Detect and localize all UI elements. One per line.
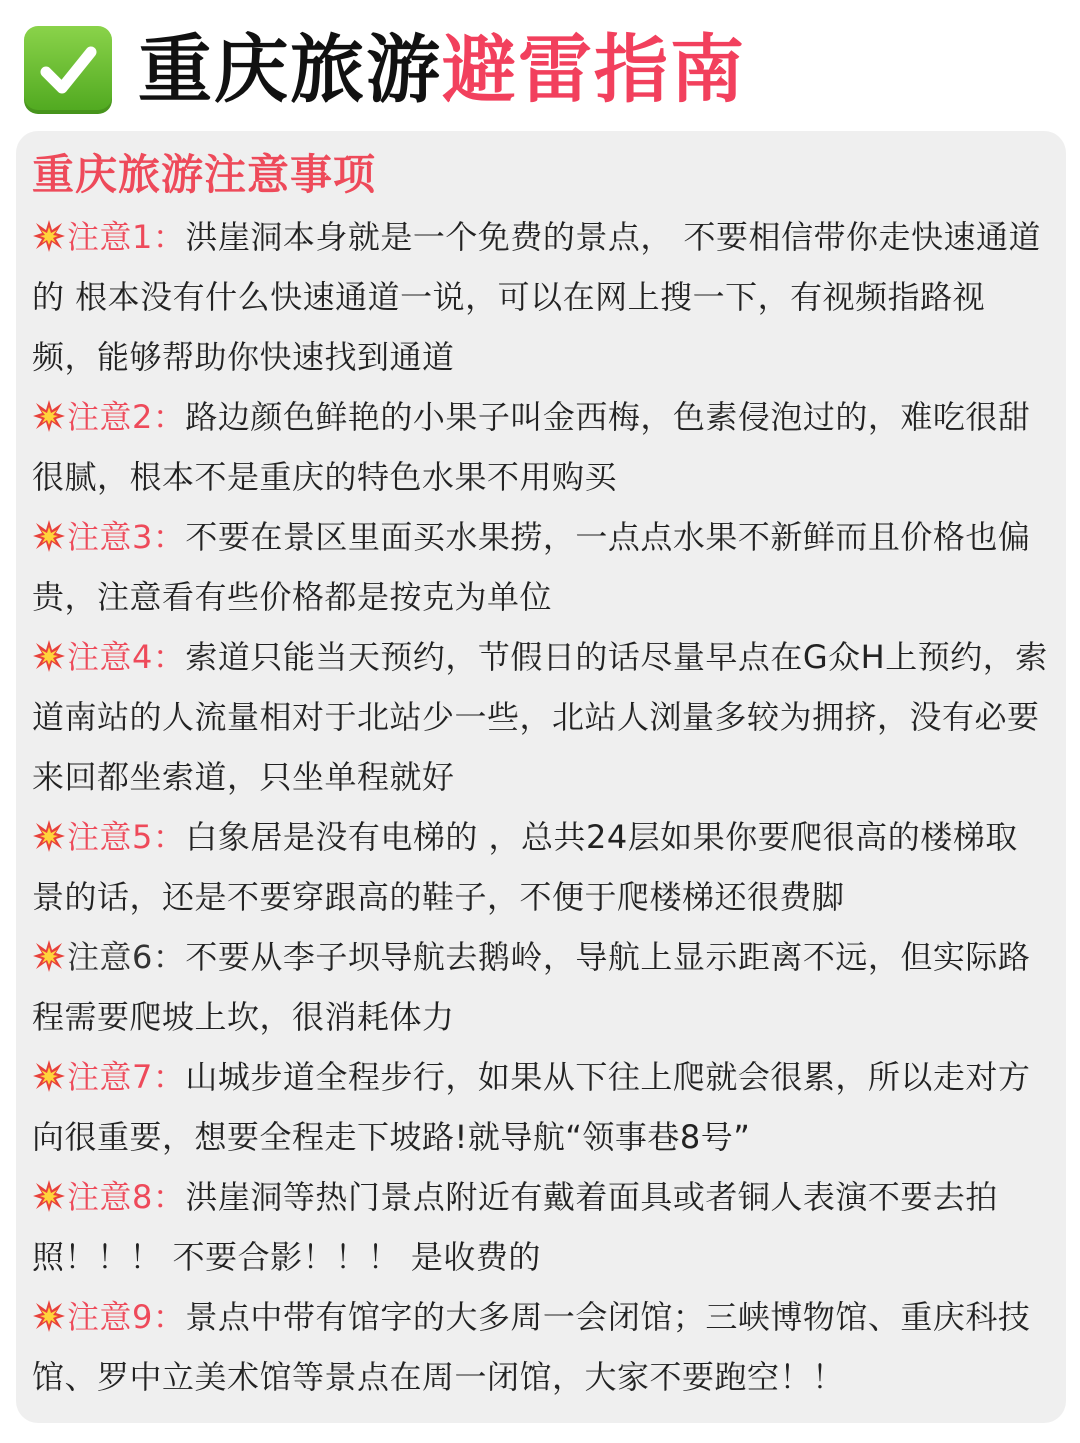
collision-icon <box>32 639 66 673</box>
tip-text: 山城步道全程步行，如果从下往上爬就会很累，所以走对方向很重要，想要全程走下坡路!就导航“领事巷8号” <box>32 1058 1031 1156</box>
tip-item-3 <box>32 507 1048 627</box>
tip-text: 不要在景区里面买水果捞，一点点水果不新鲜而且价格也偏贵，注意看有些价格都是按克为单位 <box>32 518 1031 616</box>
collision-icon <box>32 1299 66 1333</box>
page-title <box>138 20 746 120</box>
collision-icon <box>32 939 66 973</box>
tip-item-2 <box>32 387 1048 507</box>
tip-item-8 <box>32 1167 1048 1287</box>
section-title: 重庆旅游注意事项 <box>32 150 377 199</box>
tip-label: 注意1： <box>67 218 186 256</box>
collision-icon <box>32 219 66 253</box>
tip-label: 注意4： <box>67 638 186 676</box>
page-title-main: 重庆旅游 <box>138 27 442 113</box>
page-title-highlight: 避雷指南 <box>442 27 746 113</box>
tip-text: 洪崖洞等热门景点附近有戴着面具或者铜人表演不要去拍照！！！ 不要合影！！！ 是收费的 <box>32 1178 998 1276</box>
tip-label: 注意9： <box>67 1298 186 1336</box>
tip-item-6 <box>32 927 1048 1047</box>
tip-label: 注意5： <box>67 818 186 856</box>
tip-label: 注意6： <box>67 938 186 976</box>
header <box>24 20 1056 120</box>
tip-item-5 <box>32 807 1048 927</box>
tip-text: 景点中带有馆字的大多周一会闭馆；三峡博物馆、重庆科技馆、罗中立美术馆等景点在周一闭馆，大家不要跑空！！ <box>32 1298 1031 1396</box>
tip-item-7 <box>32 1047 1048 1167</box>
tip-item-1 <box>32 207 1048 387</box>
white-heavy-check-mark-icon <box>24 26 112 114</box>
tip-label: 注意7： <box>67 1058 186 1096</box>
collision-icon <box>32 819 66 853</box>
content-card <box>16 131 1066 1423</box>
collision-icon <box>32 399 66 433</box>
tip-text: 索道只能当天预约，节假日的话尽量早点在G众H上预约，索道南站的人流量相对于北站少一些，北站人浏量多较为拥挤，没有必要来回都坐索道，只坐单程就好 <box>32 638 1048 796</box>
collision-icon <box>32 519 66 553</box>
collision-icon <box>32 1059 66 1093</box>
tip-text: 路边颜色鲜艳的小果子叫金西梅，色素侵泡过的，难吃很甜很腻，根本不是重庆的特色水果不用购买 <box>32 398 1031 496</box>
tip-label: 注意8： <box>67 1178 186 1216</box>
collision-icon <box>32 1179 66 1213</box>
tip-item-4 <box>32 627 1048 807</box>
tip-label: 注意3： <box>67 518 186 556</box>
tips-list <box>32 207 1048 1407</box>
tip-text: 白象居是没有电梯的 ，总共24层如果你要爬很高的楼梯取景的话，还是不要穿跟高的鞋子，不便于爬楼梯还很费脚 <box>32 818 1018 916</box>
tip-text: 洪崖洞本身就是一个免费的景点， 不要相信带你走快速通道的 根本没有什么快速通道一说，可以在网上搜一下，有视频指路视频，能够帮助你快速找到通道 <box>32 218 1042 376</box>
tip-label: 注意2： <box>67 398 186 436</box>
tip-item-9 <box>32 1287 1048 1407</box>
tip-text: 不要从李子坝导航去鹅岭，导航上显示距离不远，但实际路程需要爬坡上坎，很消耗体力 <box>32 938 1031 1036</box>
